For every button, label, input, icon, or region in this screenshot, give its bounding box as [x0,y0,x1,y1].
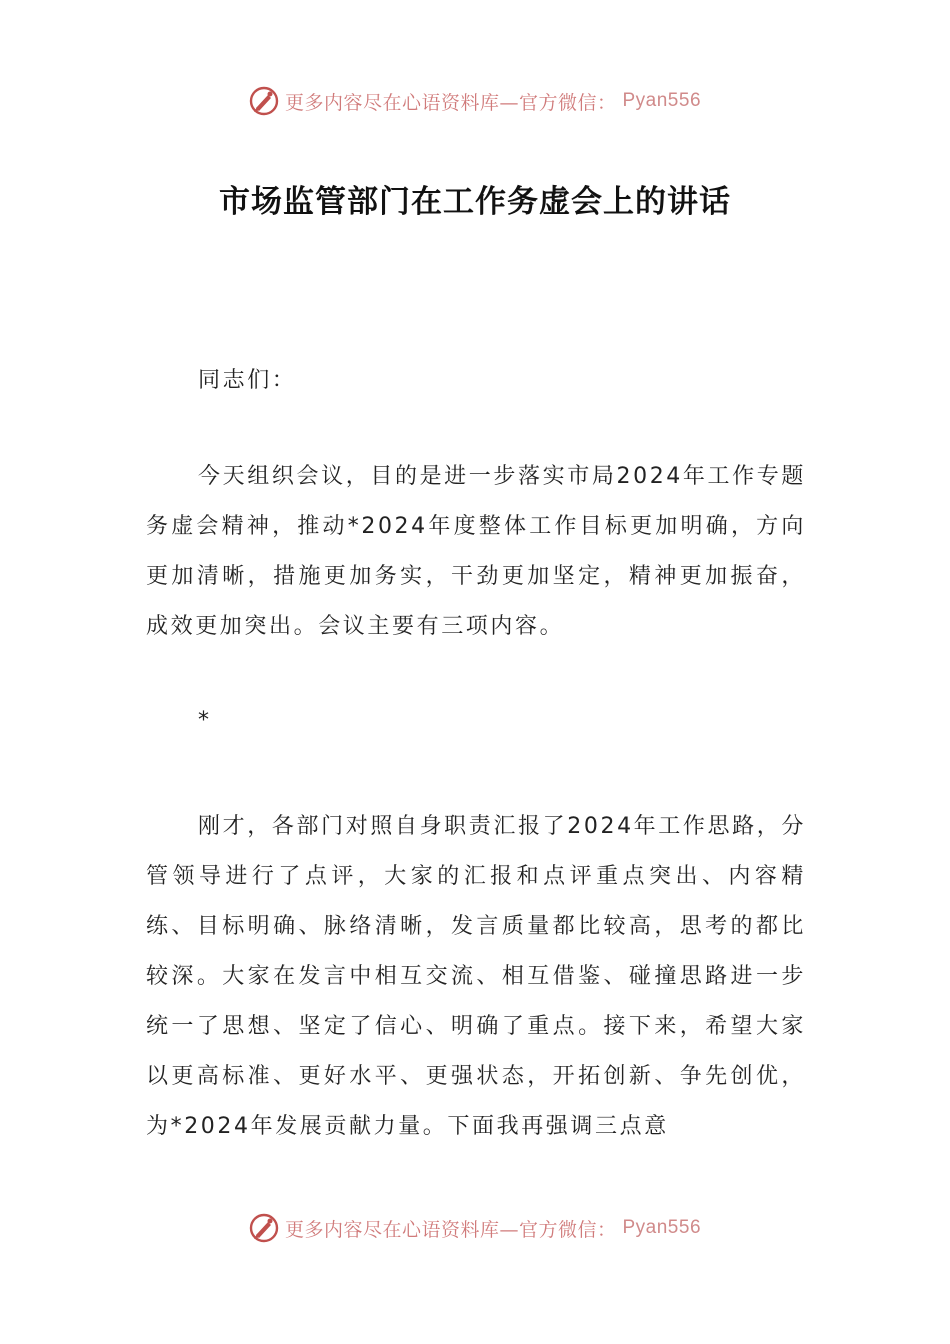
watermark-wechat-id: Pyan556 [622,1217,702,1238]
separator-asterisk: * [198,708,212,733]
watermark-text: 更多内容尽在心语资料库—官方微信： [284,91,617,114]
pen-logo-icon [249,1213,279,1243]
watermark-wechat-id: Pyan556 [622,90,702,111]
document-title: 市场监管部门在工作务虚会上的讲话 [219,184,731,220]
paragraph-1: 今天组织会议，目的是进一步落实市局2024年工作专题务虚会精神，推动*2024年度整体工作目标更加明确，方向更加清晰，措施更加务实，干劲更加坚定，精神更加振奋，成效更加突出。会议主要有三项内容。 [146,464,806,639]
watermark-footer [0,1213,950,1243]
pen-logo-icon [249,86,279,116]
paragraph-2: 刚才，各部门对照自身职责汇报了2024年工作思路，分管领导进行了点评，大家的汇报和点评重点突出、内容精练、目标明确、脉络清晰，发言质量都比较高，思考的都比较深。大家在发言中相互交流、相互借鉴、碰撞思路进一步统一了思想、坚定了信心、明确了重点。接下来，希望大家以更高标准、更好水平、更强状态，开拓创新、争先创优，为*2024年发展贡献力量。下面我再强调三点意 [146,814,806,1139]
watermark-header [0,86,950,116]
watermark-text: 更多内容尽在心语资料库—官方微信： [284,1218,617,1241]
greeting: 同志们： [198,368,297,393]
